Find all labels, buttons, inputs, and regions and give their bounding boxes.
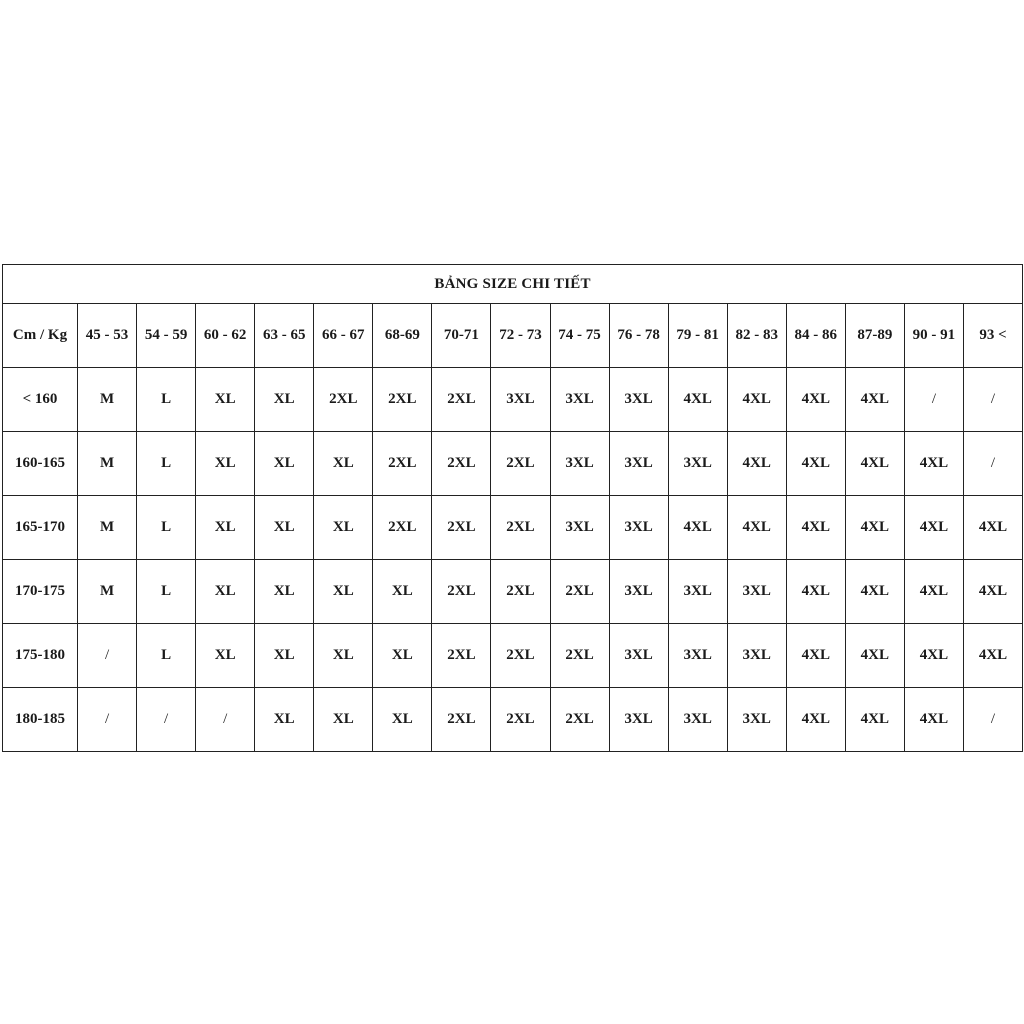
- size-cell: 3XL: [668, 688, 727, 752]
- weight-header: 70-71: [432, 304, 491, 368]
- size-cell: 4XL: [845, 496, 904, 560]
- size-cell: /: [78, 624, 137, 688]
- size-cell: 4XL: [786, 368, 845, 432]
- size-cell: 4XL: [904, 560, 963, 624]
- size-cell: XL: [255, 624, 314, 688]
- size-cell: 3XL: [550, 496, 609, 560]
- size-cell: XL: [373, 688, 432, 752]
- size-cell: XL: [314, 432, 373, 496]
- size-cell: XL: [314, 496, 373, 560]
- size-cell: XL: [314, 624, 373, 688]
- size-cell: XL: [196, 624, 255, 688]
- height-label: < 160: [3, 368, 78, 432]
- size-cell: 3XL: [668, 624, 727, 688]
- table-row: [3, 368, 1023, 432]
- size-cell: 3XL: [609, 624, 668, 688]
- table-row: [3, 624, 1023, 688]
- size-cell: 3XL: [668, 432, 727, 496]
- height-label: 170-175: [3, 560, 78, 624]
- size-cell: 2XL: [432, 688, 491, 752]
- size-cell: M: [78, 560, 137, 624]
- size-cell: /: [137, 688, 196, 752]
- corner-label: Cm / Kg: [3, 304, 78, 368]
- size-cell: 4XL: [963, 560, 1022, 624]
- size-cell: 3XL: [727, 688, 786, 752]
- size-cell: 4XL: [786, 496, 845, 560]
- size-cell: 3XL: [727, 560, 786, 624]
- weight-header: 66 - 67: [314, 304, 373, 368]
- size-cell: XL: [373, 560, 432, 624]
- weight-header: 79 - 81: [668, 304, 727, 368]
- size-cell: XL: [255, 368, 314, 432]
- size-cell: 4XL: [668, 496, 727, 560]
- weight-header: 84 - 86: [786, 304, 845, 368]
- size-cell: M: [78, 432, 137, 496]
- weight-header: 74 - 75: [550, 304, 609, 368]
- size-cell: 4XL: [786, 560, 845, 624]
- size-cell: XL: [196, 368, 255, 432]
- size-cell: /: [904, 368, 963, 432]
- size-cell: XL: [314, 688, 373, 752]
- weight-header: 87-89: [845, 304, 904, 368]
- weight-header: 76 - 78: [609, 304, 668, 368]
- size-cell: 4XL: [786, 432, 845, 496]
- size-cell: L: [137, 496, 196, 560]
- size-cell: 2XL: [491, 432, 550, 496]
- size-cell: 2XL: [491, 560, 550, 624]
- size-cell: M: [78, 496, 137, 560]
- size-cell: 3XL: [609, 496, 668, 560]
- table-row: [3, 496, 1023, 560]
- size-cell: 2XL: [432, 624, 491, 688]
- size-cell: 4XL: [904, 624, 963, 688]
- size-cell: 3XL: [727, 624, 786, 688]
- weight-header: 60 - 62: [196, 304, 255, 368]
- size-cell: 2XL: [432, 432, 491, 496]
- size-cell: 2XL: [432, 496, 491, 560]
- size-chart-table: [2, 264, 1023, 752]
- size-cell: 4XL: [963, 496, 1022, 560]
- weight-header: 63 - 65: [255, 304, 314, 368]
- size-cell: 4XL: [727, 368, 786, 432]
- size-cell: 3XL: [609, 432, 668, 496]
- size-cell: /: [963, 688, 1022, 752]
- size-cell: 2XL: [373, 432, 432, 496]
- table-row: [3, 688, 1023, 752]
- weight-header: 54 - 59: [137, 304, 196, 368]
- size-cell: 4XL: [845, 368, 904, 432]
- size-cell: L: [137, 624, 196, 688]
- size-cell: 2XL: [314, 368, 373, 432]
- weight-header: 72 - 73: [491, 304, 550, 368]
- size-cell: XL: [255, 496, 314, 560]
- size-cell: XL: [196, 432, 255, 496]
- size-cell: 3XL: [668, 560, 727, 624]
- size-cell: XL: [196, 560, 255, 624]
- size-cell: 3XL: [550, 368, 609, 432]
- size-cell: XL: [373, 624, 432, 688]
- size-cell: /: [196, 688, 255, 752]
- size-cell: M: [78, 368, 137, 432]
- height-label: 175-180: [3, 624, 78, 688]
- table-title: BẢNG SIZE CHI TIẾT: [3, 265, 1023, 304]
- size-cell: 3XL: [609, 688, 668, 752]
- size-cell: 2XL: [491, 624, 550, 688]
- size-cell: /: [78, 688, 137, 752]
- weight-header: 90 - 91: [904, 304, 963, 368]
- size-cell: 4XL: [727, 496, 786, 560]
- size-cell: 3XL: [491, 368, 550, 432]
- size-cell: XL: [255, 560, 314, 624]
- size-cell: 4XL: [904, 496, 963, 560]
- size-cell: 2XL: [491, 496, 550, 560]
- height-label: 165-170: [3, 496, 78, 560]
- size-cell: 4XL: [904, 688, 963, 752]
- size-cell: 4XL: [845, 688, 904, 752]
- height-label: 160-165: [3, 432, 78, 496]
- size-cell: XL: [255, 432, 314, 496]
- weight-header: 68-69: [373, 304, 432, 368]
- size-cell: 2XL: [373, 368, 432, 432]
- size-cell: 2XL: [432, 368, 491, 432]
- size-cell: /: [963, 368, 1022, 432]
- size-cell: 2XL: [491, 688, 550, 752]
- weight-header: 82 - 83: [727, 304, 786, 368]
- size-cell: L: [137, 432, 196, 496]
- size-cell: 4XL: [845, 624, 904, 688]
- table-title-row: [3, 265, 1023, 304]
- size-cell: XL: [314, 560, 373, 624]
- size-cell: XL: [196, 496, 255, 560]
- size-cell: XL: [255, 688, 314, 752]
- size-cell: 4XL: [727, 432, 786, 496]
- size-cell: L: [137, 368, 196, 432]
- size-cell: 3XL: [609, 560, 668, 624]
- table-row: [3, 560, 1023, 624]
- height-label: 180-185: [3, 688, 78, 752]
- size-cell: 4XL: [786, 688, 845, 752]
- size-cell: 2XL: [550, 624, 609, 688]
- size-cell: 4XL: [963, 624, 1022, 688]
- size-cell: 2XL: [550, 688, 609, 752]
- size-cell: /: [963, 432, 1022, 496]
- weight-header: 93 <: [963, 304, 1022, 368]
- size-cell: 4XL: [786, 624, 845, 688]
- size-cell: 4XL: [904, 432, 963, 496]
- size-cell: 3XL: [550, 432, 609, 496]
- size-cell: 4XL: [668, 368, 727, 432]
- size-cell: 2XL: [550, 560, 609, 624]
- size-cell: 4XL: [845, 560, 904, 624]
- size-cell: 2XL: [373, 496, 432, 560]
- weight-header: 45 - 53: [78, 304, 137, 368]
- table-row: [3, 432, 1023, 496]
- size-cell: 4XL: [845, 432, 904, 496]
- size-cell: L: [137, 560, 196, 624]
- size-cell: 3XL: [609, 368, 668, 432]
- weight-header-row: [3, 304, 1023, 368]
- size-cell: 2XL: [432, 560, 491, 624]
